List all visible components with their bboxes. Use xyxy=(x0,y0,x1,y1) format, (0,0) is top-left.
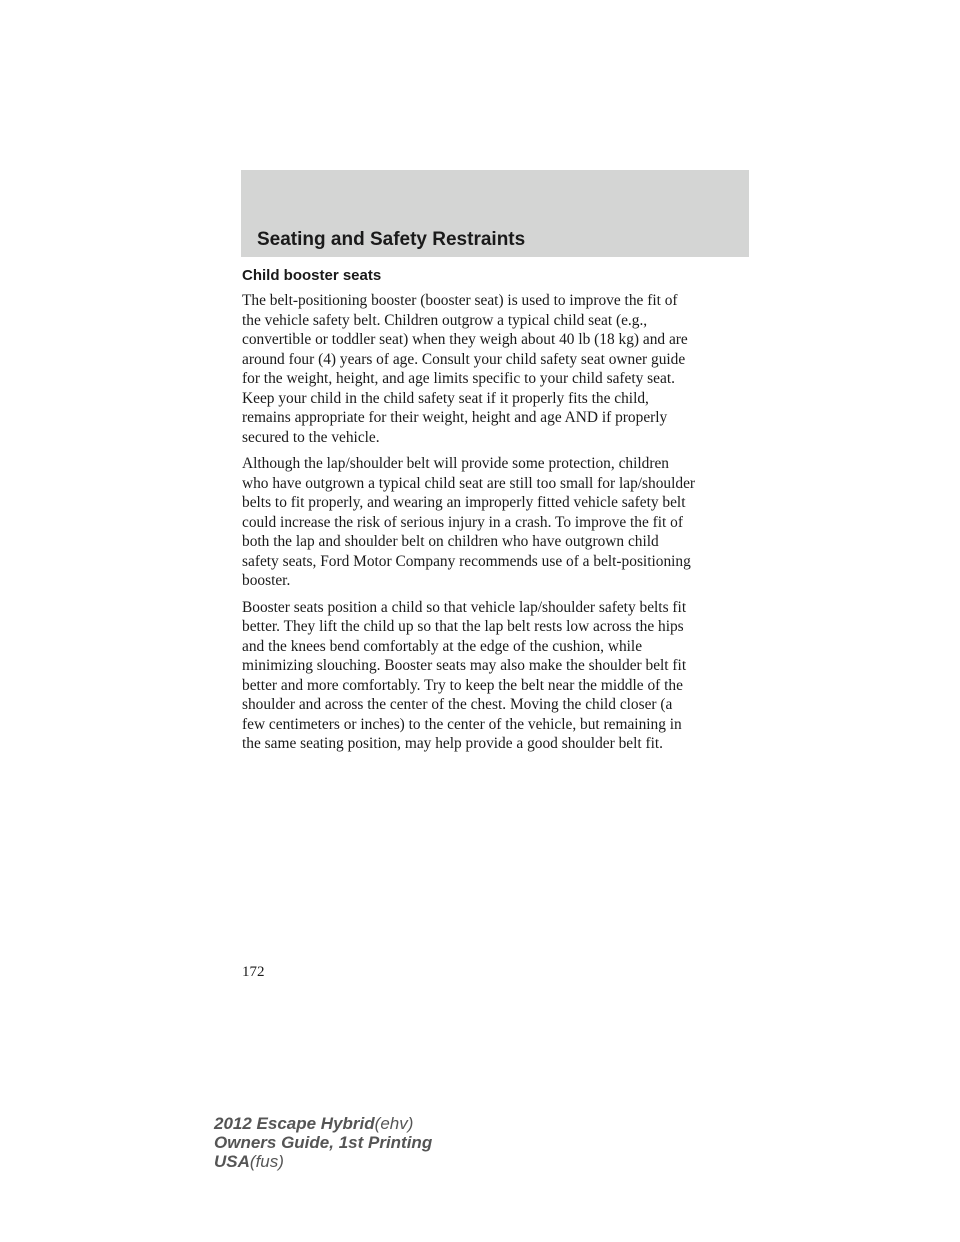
text-line: Booster seats position a child so that vehicle lap/shoulder safety belts fit xyxy=(242,598,687,616)
document-footer xyxy=(214,1114,432,1171)
footer-market-name: USA xyxy=(214,1152,250,1171)
text-line: minimizing slouching. Booster seats may also make the shoulder belt fit xyxy=(242,657,687,674)
text-line: Keep your child in the child safety seat if it properly fits the child, xyxy=(242,389,649,407)
text-line: The belt-positioning booster (booster seat) is used to improve the fit of xyxy=(242,292,678,309)
page-content xyxy=(242,266,752,761)
footer-line-market xyxy=(214,1152,432,1171)
text-line: around four (4) years of age. Consult your child safety seat owner guide xyxy=(242,350,686,368)
text-line: belts to fit properly, and wearing an improperly fitted vehicle safety belt xyxy=(242,494,686,511)
text-line: better and more comfortably. Try to keep the belt near the middle of the xyxy=(242,676,683,694)
footer-model-name: 2012 Escape Hybrid xyxy=(214,1114,375,1133)
footer-market-code: (fus) xyxy=(249,1152,284,1171)
text-line: for the weight, height, and age limits specific to your child safety seat. xyxy=(242,370,675,387)
footer-line-guide: Owners Guide, 1st Printing xyxy=(214,1133,433,1152)
text-line: shoulder and across the center of the chest. Moving the child closer (a xyxy=(242,696,673,713)
text-line: the same seating position, may help provide a good shoulder belt fit. xyxy=(242,735,664,752)
text-line: Although the lap/shoulder belt will provide some protection, children xyxy=(242,455,669,472)
text-line: who have outgrown a typical child seat are still too small for lap/shoulder xyxy=(242,474,696,492)
text-line: the vehicle safety belt. Children outgrow a typical child seat (e.g., xyxy=(242,311,648,329)
text-line: safety seats, Ford Motor Company recommends use of a belt-positioning xyxy=(242,552,691,570)
text-line: better. They lift the child up so that the lap belt rests low across the hips xyxy=(242,618,684,635)
page-number: 172 xyxy=(242,964,265,980)
text-line: few centimeters or inches) to the center of the vehicle, but remaining in xyxy=(242,715,682,733)
paragraph-lap-shoulder-belt xyxy=(242,454,752,591)
text-line: booster. xyxy=(242,572,291,589)
section-header-band xyxy=(241,170,749,257)
paragraph-booster-position xyxy=(242,598,752,754)
text-line: could increase the risk of serious injury in a crash. To improve the fit of xyxy=(242,513,683,531)
text-line: both the lap and shoulder belt on children who have outgrown child xyxy=(242,533,659,550)
chapter-title: Seating and Safety Restraints xyxy=(257,229,526,250)
text-line: secured to the vehicle. xyxy=(242,428,380,446)
paragraph-booster-intro xyxy=(242,291,752,447)
footer-line-model xyxy=(214,1114,432,1133)
footer-model-code: (ehv) xyxy=(374,1114,414,1133)
text-line: convertible or toddler seat) when they weigh about 40 lb (18 kg) and are xyxy=(242,331,688,348)
text-line: and the knees bend comfortably at the edge of the cushion, while xyxy=(242,637,643,655)
section-heading: Child booster seats xyxy=(242,267,382,284)
text-line: remains appropriate for their weight, height and age AND if properly xyxy=(242,409,668,426)
